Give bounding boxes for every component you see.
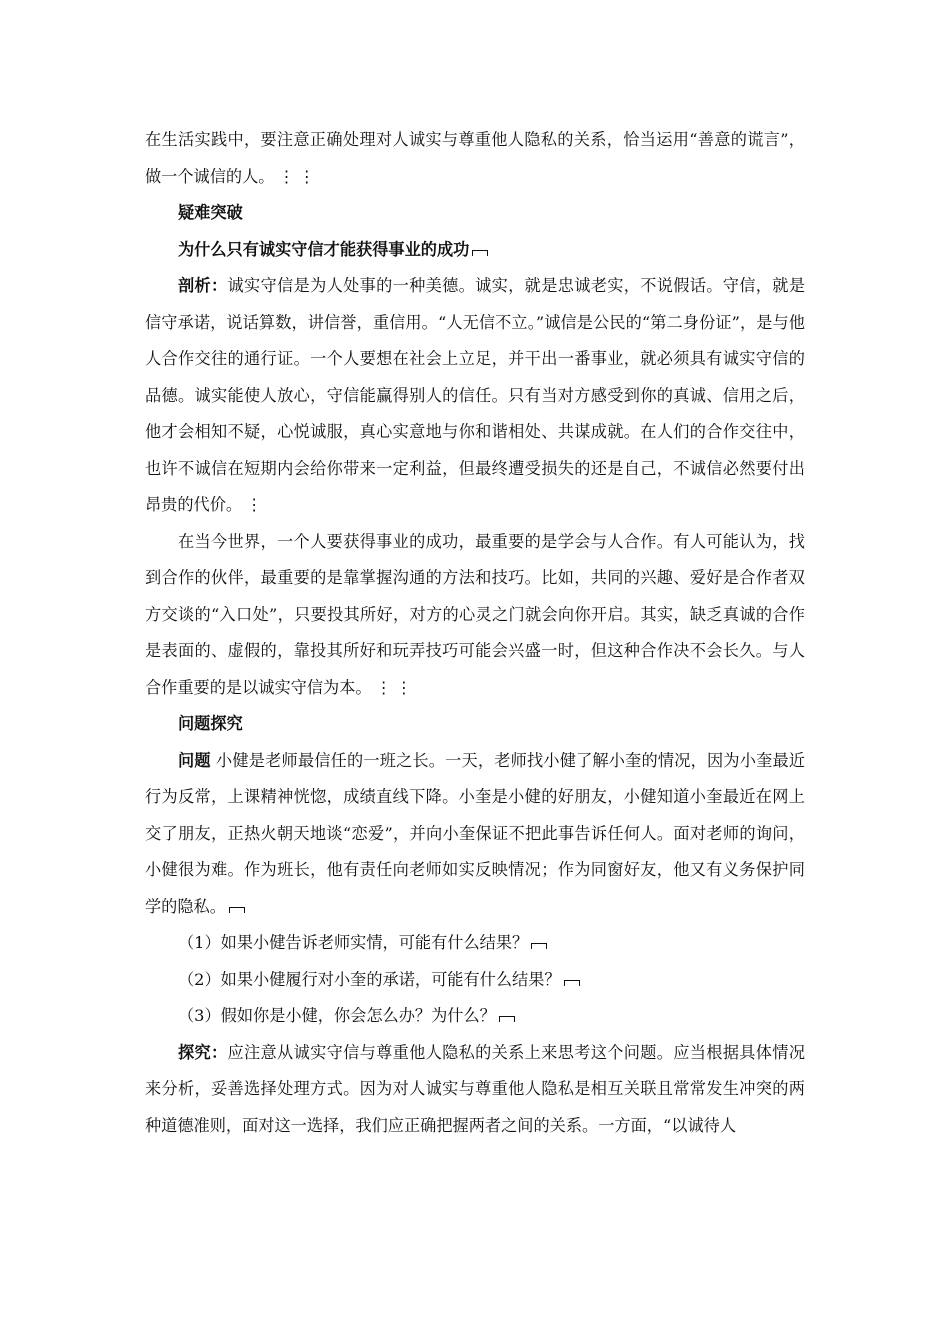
problem-paragraph [145, 743, 805, 926]
document-page [145, 122, 805, 1144]
intro-paragraph [145, 122, 805, 195]
question-text: 为什么只有诚实守信才能获得事业的成功 [178, 239, 470, 259]
paragraph-mark-icon [531, 943, 547, 949]
sub-question-text: （1）如果小健告诉老师实情，可能有什么结果？ [178, 933, 529, 952]
sub-question-2 [145, 962, 805, 999]
problem-label: 问题 [178, 750, 211, 770]
cooperation-paragraph [145, 524, 805, 707]
sub-question-text: （2）如果小健履行对小奎的承诺，可能有什么结果？ [178, 969, 561, 989]
sub-question-text: （3）假如你是小健，你会怎么办？为什么？ [178, 1006, 496, 1025]
cooperation-text: 在当今世界，一个人要获得事业的成功，最重要的是学会与人合作。有人可能认为，找到合作的伙伴，最重要的是靠掌握沟通的方法和技巧。比如，共同的兴趣、爱好是合作者双方交谈的“入口处”，只要投其所好，对方的心灵之门就会向你开启。其实，缺乏真诚的合作是表面的、虚假的，靠投其所好和玩弄技巧可能会兴盛一时，但这种合作决不会长久。与人合作重要的是以诚实守信为本。 [145, 531, 805, 697]
section-heading-difficulty: 疑难突破 [178, 203, 243, 222]
explore-paragraph [145, 1035, 805, 1145]
sub-question-1 [145, 925, 805, 962]
sub-question-3 [145, 998, 805, 1035]
cooperation-dots: ⋮⋮ [375, 677, 416, 697]
analysis-text: 诚实守信是为人处事的一种美德。诚实，就是忠诚老实，不说假话。守信，就是信守承诺，说话算数，讲信誉，重信用。“人无信不立。”诚信是公民的“第二身份证”，是与他人合作交往的通行证。一个人要想在社会上立足，并干出一番事业，就必须具有诚实守信的品德。诚实能使人放心，守信能赢得别人的信任。只有当对方感受到你的真诚、信用之后，他才会相知不疑，心悦诚服，真心实意地与你和谐相处、共谋成就。在人们的合作交往中，也许不诚信在短期内会给你带来一定利益，但最终遭受损失的还是自己，不诚信必然要付出昂贵的代价。 [145, 276, 806, 514]
analysis-label: 剖析： [178, 276, 228, 295]
paragraph-mark-icon [472, 250, 488, 256]
paragraph-mark-icon [499, 1016, 515, 1022]
explore-text: 应注意从诚实守信与尊重他人隐私的关系上来思考这个问题。应当根据具体情况来分析，妥善选择处理方式。因为对人诚实与尊重他人隐私是相互关联且常常发生冲突的两种道德准则，面对这一选择，我们应正确把握两者之间的关系。一方面，“以诚待人 [145, 1042, 806, 1135]
section-heading-inquiry: 问题探究 [178, 714, 243, 733]
paragraph-mark-icon [564, 980, 580, 986]
analysis-paragraph [145, 268, 805, 524]
paragraph-mark-icon [229, 907, 245, 913]
explore-label: 探究： [178, 1042, 228, 1062]
question-heading [145, 232, 805, 269]
intro-text: 在生活实践中，要注意正确处理对人诚实与尊重他人隐私的关系，恰当运用“善意的谎言”，做一个诚信的人。 [145, 130, 805, 186]
intro-dots: ⋮⋮ [278, 166, 319, 186]
problem-text: 小健是老师最信任的一班之长。一天，老师找小健了解小奎的情况，因为小奎最近行为反常，上课精神恍惚，成绩直线下降。小奎是小健的好朋友，小健知道小奎最近在网上交了朋友，正热火朝天地谈“恋爱”，并向小奎保证不把此事告诉任何人。面对老师的询问，小健很为难。作为班长，他有责任向老师如实反映情况；作为同窗好友，他又有义务保护同学的隐私。 [145, 750, 805, 916]
analysis-dots: ⋮ [246, 495, 267, 514]
